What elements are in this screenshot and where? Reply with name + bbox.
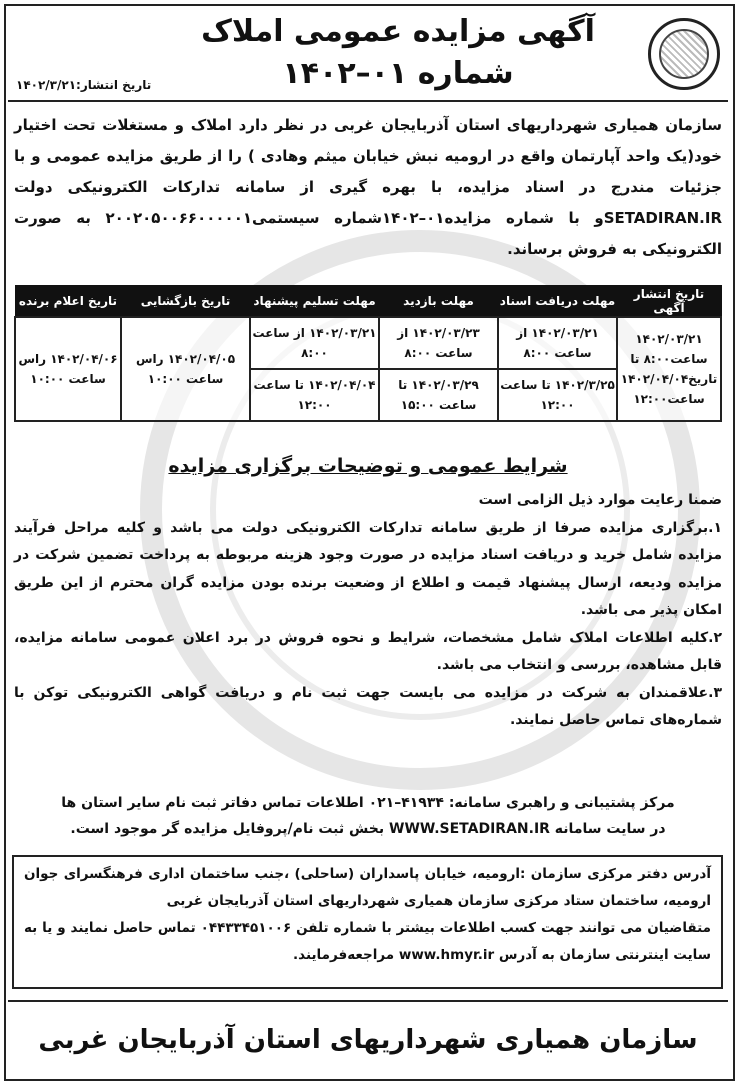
organization-seal-icon [648, 18, 720, 90]
publish-date: تاریخ انتشار:۱۴۰۲/۳/۲۱ [16, 78, 152, 92]
notice-number: شماره ۰۱–۱۴۰۲ [282, 56, 514, 91]
schedule-table [14, 285, 722, 422]
cell-offer-to: ۱۴۰۲/۰۴/۰۴ تا ساعت ۱۲:۰۰ [250, 369, 379, 421]
cell-publish: ۱۴۰۲/۰۳/۲۱ ساعت۸:۰۰ تا تاریخ۱۴۰۲/۰۴/۰۴ ساعت۱۲:۰۰ [617, 317, 721, 421]
footer-organization: سازمان همیاری شهرداریهای استان آذربایجان غربی [8, 1000, 728, 1078]
cell-docs-from: ۱۴۰۲/۰۳/۲۱ از ساعت ۸:۰۰ [498, 317, 617, 369]
cell-opening: ۱۴۰۲/۰۴/۰۵ راس ساعت ۱۰:۰۰ [121, 317, 250, 421]
support-line-2: در سایت سامانه WWW.SETADIRAN.IR بخش ثبت نام/پروفایل مزایده گر موجود است. [70, 821, 666, 837]
col-header-publish: تاریخ انتشار آگهی [617, 286, 721, 318]
notice-header [8, 8, 728, 102]
condition-item-2: ۲.کلیه اطلاعات املاک شامل مشخصات، شرایط و نحوه فروش در برد اعلان عمومی سامانه مزایده، قابل مشاهده، بررسی و انتخاب می باشد. [14, 629, 722, 673]
address-box [12, 855, 723, 989]
col-header-docs: مهلت دریافت اسناد [498, 286, 617, 318]
conditions-body [14, 487, 722, 735]
cell-winner: ۱۴۰۲/۰۴/۰۶ راس ساعت ۱۰:۰۰ [15, 317, 121, 421]
address-line-2: متقاضیان می توانند جهت کسب اطلاعات بیشتر با شماره تلفن ۰۴۴۳۳۴۵۱۰۰۶ تماس حاصل نمایند و یا به سایت اینترنتی سازمان به آدرس www.hmyr.ir مراجعه‌فرمایند. [24, 920, 711, 963]
cell-docs-to: ۱۴۰۲/۳/۲۵ تا ساعت ۱۲:۰۰ [498, 369, 617, 421]
col-header-offer: مهلت تسلیم پیشنهاد [250, 286, 379, 318]
notice-title: آگهی مزایده عمومی املاک [201, 14, 595, 49]
condition-item-3: ۳.علاقمندان به شرکت در مزایده می بایست جهت ثبت نام و دریافت گواهی الکترونیکی توکن با شماره‌های تماس حاصل نمایند. [14, 684, 722, 728]
col-header-visit: مهلت بازدید [379, 286, 498, 318]
conditions-lead: ضمنا رعایت موارد ذیل الزامی است [478, 492, 722, 508]
conditions-title: شرایط عمومی و توضیحات برگزاری مزایده [168, 455, 568, 477]
cell-visit-from: ۱۴۰۲/۰۳/۲۳ از ساعت ۸:۰۰ [379, 317, 498, 369]
intro-paragraph: سازمان همیاری شهرداریهای استان آذربایجان غربی در نظر دارد املاک و مستغلات تحت اختیار خود(یک واحد آپارتمان واقع در ارومیه نبش خیابان میثم وهادی ) را از طریق مزایده عمومی و با جزئیات مندرج در اسناد مزایده، با بهره گیری از سامانه تدارکات الکترونیکی دولت SETADIRAN.IRو با شماره مزایده۰۱–۱۴۰۲شماره سیستمی۲۰۰۲۰۵۰۰۶۶۰۰۰۰۰۱ به صورت الکترونیکی به فروش برساند. [14, 116, 722, 258]
cell-visit-to: ۱۴۰۲/۰۳/۲۹ تا ساعت ۱۵:۰۰ [379, 369, 498, 421]
col-header-opening: تاریخ بازگشایی [121, 286, 250, 318]
address-line-1: آدرس دفتر مرکزی سازمان :ارومیه، خیابان پاسداران (ساحلی) ،جنب ساختمان اداری فرهنگسرای جوان ارومیه، ساختمان ستاد مرکزی سازمان همیاری شهرداریهای استان آذربایجان غربی [24, 866, 711, 909]
cell-offer-from: ۱۴۰۲/۰۳/۲۱ از ساعت ۸:۰۰ [250, 317, 379, 369]
support-info [14, 790, 722, 842]
condition-item-1: ۱.برگزاری مزایده صرفا از طریق سامانه تدارکات الکترونیکی دولت می باشد و کلیه مراحل فرآیند مزایده شامل خرید و دریافت اسناد مزایده در صورت وجود هزینه مربوطه به پرداخت تضمین شرکت در مزایده ودیعه، ارسال پیشنهاد قیمت و اطلاع از وضعیت برنده بودن مزایده گران محترم از این طریق امکان پذیر می باشد. [14, 519, 722, 618]
support-line-1: مرکز پشتیبانی و راهبری سامانه: ۴۱۹۳۴–۰۲۱ اطلاعات تماس دفاتر ثبت نام سایر استان ها [61, 795, 675, 811]
col-header-winner: تاریخ اعلام برنده [15, 286, 121, 318]
